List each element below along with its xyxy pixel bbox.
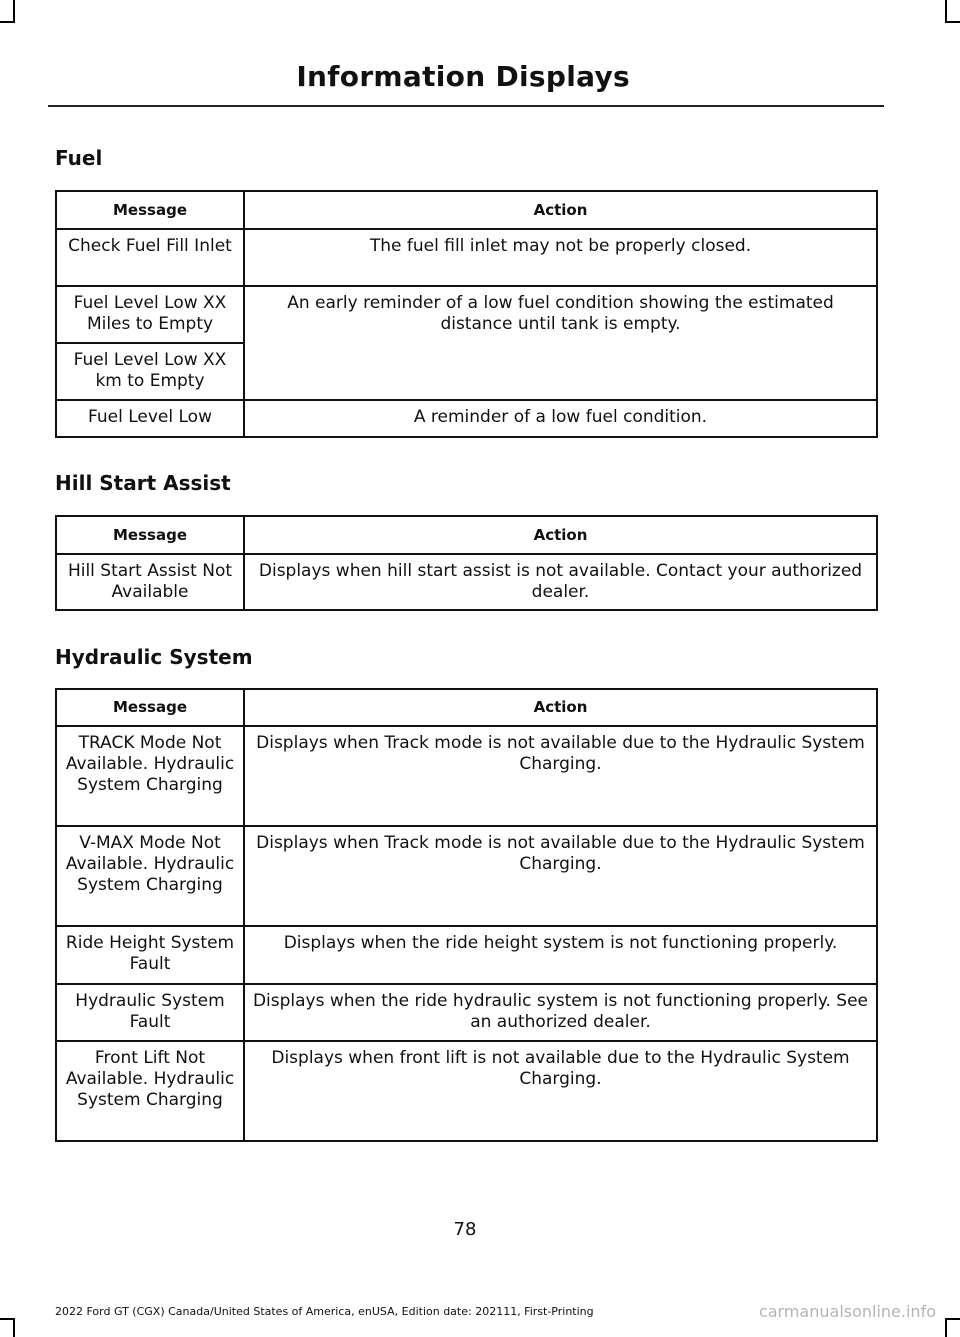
message-cell: Front Lift Not Available. Hydraulic System Charging [56,1041,244,1141]
crop-mark [945,21,960,23]
message-cell: Check Fuel Fill Inlet [56,229,244,286]
header-message: Message [56,689,244,726]
crop-mark [13,0,15,22]
action-cell: A reminder of a low fuel condition. [244,400,877,437]
message-cell: Fuel Level Low XX km to Empty [56,343,244,400]
crop-mark [945,1318,960,1320]
section-title-hill-start-assist: Hill Start Assist [55,471,231,495]
table-row [56,726,877,826]
edition-footer: 2022 Ford GT (CGX) Canada/United States of America, enUSA, Edition date: 202111, First-Printing [55,1305,594,1318]
table-row [56,286,877,343]
action-cell: Displays when Track mode is not available due to the Hydraulic System Charging. [244,726,877,826]
message-cell: V-MAX Mode Not Available. Hydraulic System Charging [56,826,244,926]
message-cell: TRACK Mode Not Available. Hydraulic System Charging [56,726,244,826]
header-message: Message [56,516,244,554]
table-row [56,926,877,984]
action-cell: Displays when the ride hydraulic system is not functioning properly. See an authorized dealer. [244,984,877,1041]
message-cell: Fuel Level Low [56,400,244,437]
hill-start-assist-table [55,515,878,611]
page-title: Information Displays [296,60,630,93]
action-cell: Displays when the ride height system is not functioning properly. [244,926,877,984]
action-cell: Displays when hill start assist is not available. Contact your authorized dealer. [244,554,877,610]
table-row [56,826,877,926]
crop-mark [945,0,947,22]
crop-mark [945,1318,947,1337]
section-title-hydraulic-system: Hydraulic System [55,645,253,669]
header-rule [48,105,884,107]
table-header-row [56,191,877,229]
crop-mark [0,21,15,23]
watermark: carmanualsonline.info [758,1302,936,1321]
header-message: Message [56,191,244,229]
message-cell: Hydraulic System Fault [56,984,244,1041]
hydraulic-system-table [55,688,878,1142]
action-cell: An early reminder of a low fuel condition showing the estimated distance until tank is empty. [244,286,877,400]
crop-mark [0,1318,15,1320]
action-cell: The fuel fill inlet may not be properly closed. [244,229,877,286]
table-row [56,984,877,1041]
action-cell: Displays when front lift is not available due to the Hydraulic System Charging. [244,1041,877,1141]
table-row [56,1041,877,1141]
fuel-table [55,190,878,438]
message-cell: Fuel Level Low XX Miles to Empty [56,286,244,343]
message-cell: Hill Start Assist Not Available [56,554,244,610]
table-row [56,229,877,286]
table-row [56,554,877,610]
table-header-row [56,516,877,554]
header-action: Action [244,689,877,726]
section-title-fuel: Fuel [55,146,103,170]
crop-mark [13,1318,15,1337]
header-action: Action [244,191,877,229]
action-cell: Displays when Track mode is not available due to the Hydraulic System Charging. [244,826,877,926]
header-action: Action [244,516,877,554]
table-row [56,400,877,437]
message-cell: Ride Height System Fault [56,926,244,984]
table-header-row [56,689,877,726]
page-number: 78 [453,1219,477,1240]
